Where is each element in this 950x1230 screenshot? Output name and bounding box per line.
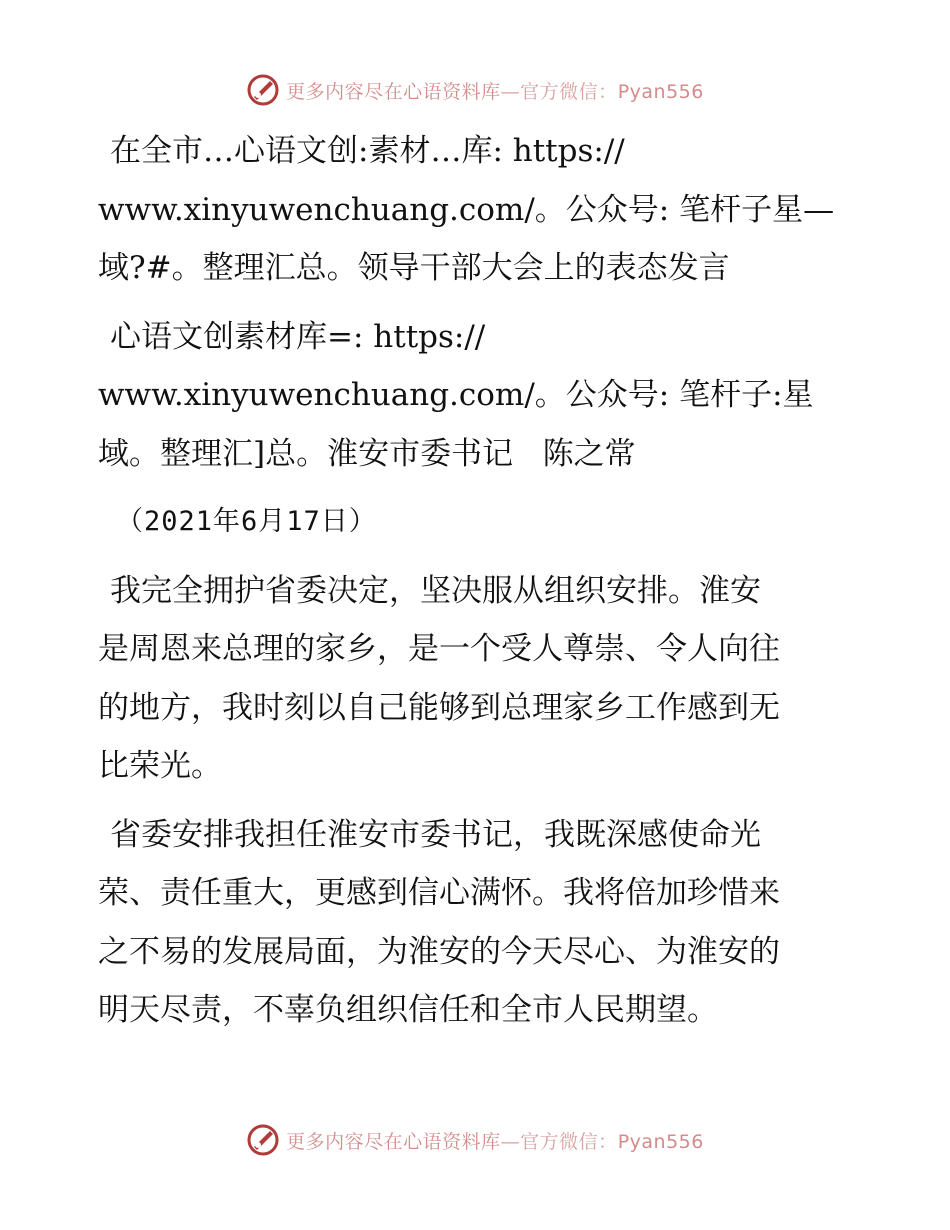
speech-date: （2021年6月17日） bbox=[116, 506, 377, 537]
banner-text bbox=[286, 77, 704, 104]
paragraph-3: 我完全拥护省委决定，坚决服从组织安排。淮安 是周恩来总理的家乡，是一个受人尊崇、令人向往 的地方，我时刻以自己能够到总理家乡工作感到无 比荣光。 bbox=[98, 572, 780, 784]
banner-text bbox=[286, 1127, 704, 1154]
paragraph-1: 在全市…心语文创:素材…库: https:// www.xinyuwenchuang.com/。公众号: 笔杆子星— 域?#。整理汇总。领导干部大会上的表态发言 bbox=[98, 133, 835, 286]
banner-dash: — bbox=[500, 80, 521, 103]
footer-banner bbox=[0, 1120, 950, 1160]
banner-main-text: 更多内容尽在心语资料库 bbox=[286, 80, 501, 103]
brand-logo-icon bbox=[246, 73, 280, 107]
banner-wechat-id: Pyan556 bbox=[617, 80, 704, 103]
banner-wechat-id: Pyan556 bbox=[617, 1130, 704, 1153]
brand-logo-icon bbox=[246, 1123, 280, 1157]
paragraph-4: 省委安排我担任淮安市委书记，我既深感使命光 荣、责任重大，更感到信心满怀。我将倍加珍惜来 之不易的发展局面，为淮安的今天尽心、为淮安的 明天尽责，不辜负组织信任和全市人民期望。 bbox=[98, 816, 780, 1028]
banner-dash: — bbox=[500, 1130, 521, 1153]
paragraph-2: 心语文创素材库=: https:// www.xinyuwenchuang.com/。公众号: 笔杆子:星 域。整理汇]总。淮安市委书记 陈之常 bbox=[98, 318, 814, 472]
header-banner bbox=[0, 70, 950, 110]
document-body bbox=[98, 122, 858, 1050]
banner-wechat-label: 官方微信： bbox=[520, 1130, 618, 1153]
banner-main-text: 更多内容尽在心语资料库 bbox=[286, 1130, 501, 1153]
banner-wechat-label: 官方微信： bbox=[520, 80, 618, 103]
